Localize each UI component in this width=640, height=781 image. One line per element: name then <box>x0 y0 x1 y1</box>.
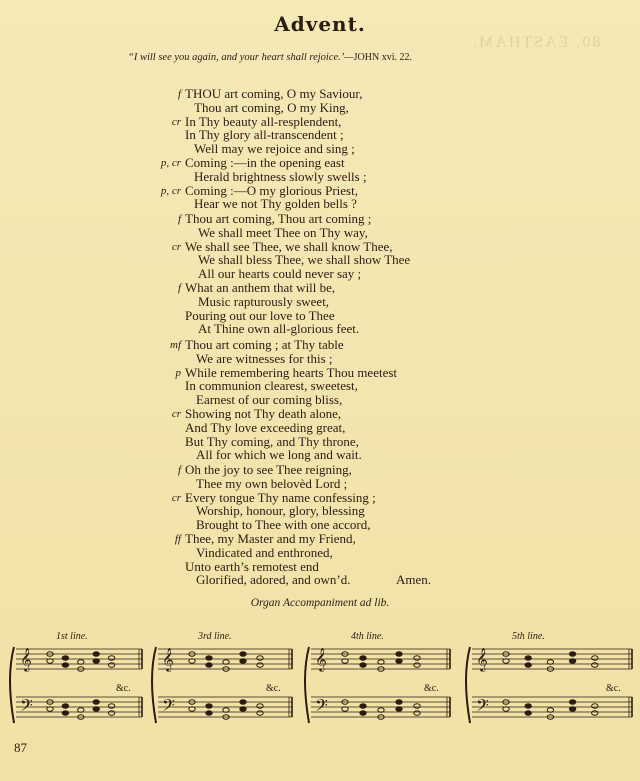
verse-line: Music rapturously sweet, <box>198 293 330 309</box>
fragment-line-label: 5th line. <box>512 631 545 642</box>
verse-line: All for which we long and wait. <box>196 447 362 463</box>
fragment-line-label: 1st line. <box>56 631 88 642</box>
verse-line: We shall bless Thee, we shall show Thee <box>198 252 411 268</box>
show-through-text: 80. EASTHAM. <box>470 34 600 51</box>
svg-text:𝄞: 𝄞 <box>20 647 32 671</box>
verse-line: Showing not Thy death alone, <box>185 406 342 421</box>
verse-line: Unto earth’s remotest end <box>185 558 319 574</box>
verse-line: And Thy love exceeding great, <box>185 419 346 435</box>
verse-line: What an anthem that will be, <box>185 280 336 295</box>
verse-line: Herald brightness slowly swells ; <box>194 168 367 184</box>
dynamic-marking: p, cr <box>160 184 181 197</box>
dynamic-marking: cr <box>171 240 181 253</box>
amen: Amen. <box>396 572 432 588</box>
verse-line: Thee, my Master and my Friend, <box>185 531 356 546</box>
fragment-line-label: 3rd line. <box>198 631 232 642</box>
dynamic-marking: mf <box>170 339 181 351</box>
verse-line: Thou art coming, Thou art coming ; <box>185 211 372 226</box>
music-fragment <box>305 631 450 723</box>
verse-line: We are witnesses for this ; <box>196 350 333 366</box>
dynamic-marking: f <box>177 213 181 225</box>
epigraph-reference: JOHN xvi. 22. <box>353 52 412 63</box>
fragment-etc: &c. <box>606 683 621 694</box>
verse-line: But Thy coming, and Thy throne, <box>185 433 359 449</box>
svg-text:𝄢: 𝄢 <box>476 695 489 719</box>
verse-line: Thee my own belovèd Lord ; <box>196 475 348 491</box>
dynamic-marking: p, cr <box>160 157 181 169</box>
music-fragment <box>152 631 292 723</box>
verse-line: Coming :—O my glorious Priest, <box>185 182 358 198</box>
music-fragment <box>10 631 142 723</box>
epigraph-quote: “I will see you again, and your heart shall rejoice.’— <box>128 52 354 63</box>
verse-line: Thou art coming, O my King, <box>194 99 349 115</box>
dynamic-marking: p <box>175 366 181 379</box>
verse-line: In Thy beauty all-resplendent, <box>185 113 342 129</box>
verse-line: In communion clearest, sweetest, <box>185 378 358 394</box>
verse-line: All our hearts could never say ; <box>198 266 362 282</box>
dynamic-marking: ff <box>174 533 181 545</box>
verse-line: Every tongue Thy name confessing ; <box>185 489 376 505</box>
verse-line: While remembering hearts Thou meetest <box>185 364 398 380</box>
svg-text:𝄢: 𝄢 <box>162 695 175 719</box>
verse-line: In Thy glory all-transcendent ; <box>185 127 344 143</box>
svg-text:𝄢: 𝄢 <box>315 695 328 719</box>
page-title: Advent. <box>274 12 366 36</box>
fragment-etc: &c. <box>116 683 131 694</box>
music-fragments <box>0 625 640 735</box>
epigraph <box>128 52 412 63</box>
verse-line: We shall meet Thee on Thy way, <box>198 224 368 240</box>
verse-line: THOU art coming, O my Saviour, <box>185 86 363 101</box>
verse-line: Vindicated and enthroned, <box>196 544 333 560</box>
verse-line: Brought to Thee with one accord, <box>196 517 371 533</box>
dynamic-marking: f <box>177 282 181 294</box>
dynamic-marking: cr <box>171 115 181 128</box>
dynamic-marking: cr <box>171 408 181 420</box>
dynamic-marking: f <box>177 88 181 100</box>
verse-line: Pouring out our love to Thee <box>185 307 335 323</box>
dynamic-marking: cr <box>171 491 181 504</box>
organ-accompaniment-label: Organ Accompaniment ad lib. <box>250 597 390 609</box>
page-number: 87 <box>14 740 27 755</box>
fragment-etc: &c. <box>266 683 281 694</box>
verse-line: Thou art coming ; at Thy table <box>185 337 344 352</box>
verse-line: Coming :—in the opening east <box>185 155 345 170</box>
verse-line: Glorified, adored, and own’d. <box>196 572 351 588</box>
svg-text:𝄢: 𝄢 <box>20 695 33 719</box>
svg-text:𝄞: 𝄞 <box>476 647 488 671</box>
music-fragment <box>466 631 632 723</box>
svg-text:𝄞: 𝄞 <box>162 647 174 671</box>
verse-line: Well may we rejoice and sing ; <box>194 141 355 157</box>
verse-line: Oh the joy to see Thee reigning, <box>185 462 352 477</box>
verse-line: Hear we not Thy golden bells ? <box>194 196 357 212</box>
verse-line: At Thine own all-glorious feet. <box>198 321 360 337</box>
svg-text:𝄞: 𝄞 <box>315 647 327 671</box>
verse-line: Earnest of our coming bliss, <box>196 392 343 408</box>
fragment-line-label: 4th line. <box>351 631 384 642</box>
fragment-etc: &c. <box>424 683 439 694</box>
verse-line: Worship, honour, glory, blessing <box>196 503 365 519</box>
verse-line: We shall see Thee, we shall know Thee, <box>185 238 393 254</box>
dynamic-marking: f <box>177 464 181 476</box>
